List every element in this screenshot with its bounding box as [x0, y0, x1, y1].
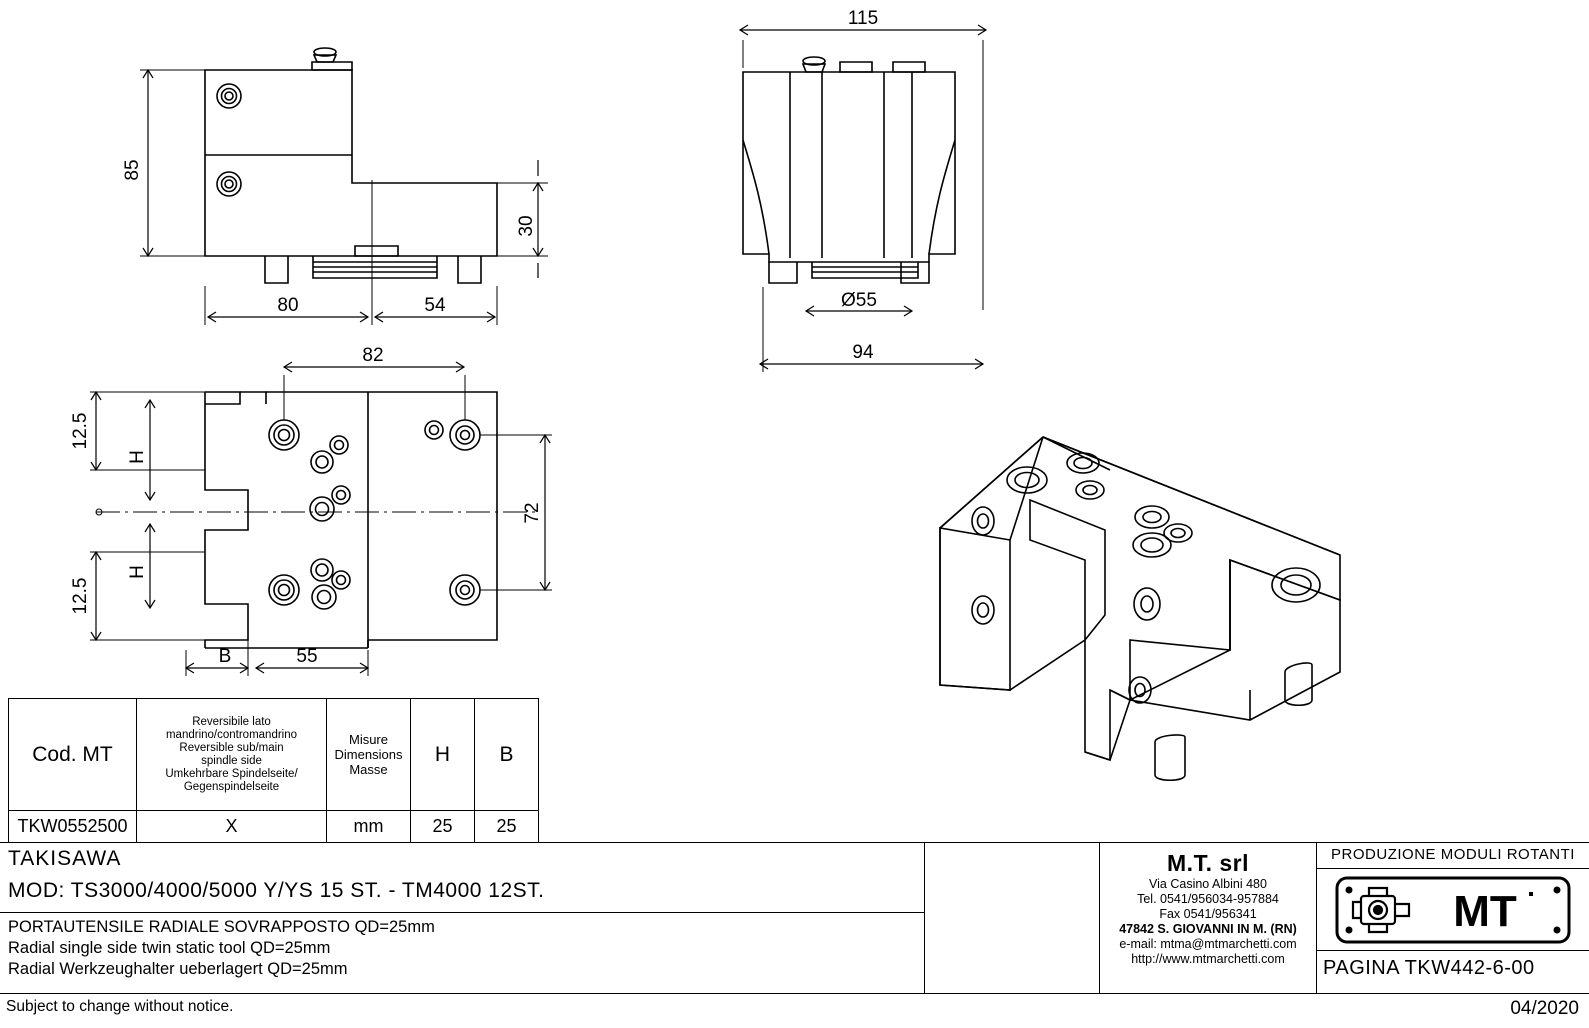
dim-80: 80 [277, 295, 299, 316]
header-measures [327, 699, 411, 811]
dim-82: 82 [362, 345, 384, 366]
dim-54: 54 [424, 295, 446, 316]
page-number: PAGINA TKW442-6-00 [1323, 957, 1535, 979]
company-address: Via Casino Albini 480 [1149, 877, 1267, 891]
header-reversible-line-2: mandrino/contromandrino [165, 728, 298, 741]
header-reversible-line-3: Reversible sub/main [179, 741, 284, 754]
header-reversible-line-4: spindle side [201, 754, 262, 767]
cell-h: 25 [411, 811, 475, 843]
cell-reversible: X [137, 811, 327, 843]
dim-h-bottom: H [127, 565, 148, 579]
header-b: B [475, 699, 539, 811]
header-reversible-line-6: Gegenspindelseite [183, 780, 280, 793]
company-fax: Fax 0541/956341 [1159, 907, 1257, 921]
company-website[interactable]: http://www.mtmarchetti.com [1131, 952, 1285, 966]
header-reversible-line-5: Umkehrbare Spindelseite/ [165, 767, 298, 780]
title-block-footer [0, 993, 1589, 1028]
dim-115: 115 [847, 8, 879, 29]
table-header-row [9, 699, 539, 811]
company-city: 47842 S. GIOVANNI IN M. (RN) [1119, 922, 1297, 936]
dim-diam-55: Ø55 [841, 290, 877, 311]
header-h: H [411, 699, 475, 811]
title-block [0, 842, 1589, 1027]
header-measures-line-2: Dimensions [334, 747, 403, 762]
cell-code: TKW0552500 [9, 811, 137, 843]
header-measures-line-1: Misure [348, 732, 388, 747]
dim-b: B [218, 646, 232, 667]
company-name: M.T. srl [1167, 850, 1249, 876]
dim-h-top: H [127, 450, 148, 464]
customer-name: TAKISAWA [8, 847, 122, 870]
revision-date: 04/2020 [1510, 998, 1579, 1019]
dim-94: 94 [852, 342, 874, 363]
cell-b: 25 [475, 811, 539, 843]
dim-85: 85 [122, 159, 143, 181]
dim-72: 72 [522, 502, 543, 524]
title-block-right [1317, 843, 1589, 993]
view-front-right [740, 25, 986, 372]
company-tel: Tel. 0541/956034-957884 [1137, 892, 1279, 906]
cell-measures: mm [327, 811, 411, 843]
dim-12-5-bottom: 12.5 [70, 577, 91, 615]
title-block-left [0, 843, 925, 993]
dim-30: 30 [516, 215, 537, 237]
description-en: Radial single side twin static tool QD=25mm [8, 939, 331, 957]
view-isometric [940, 437, 1340, 780]
disclaimer-note: Subject to change without notice. [6, 998, 234, 1015]
table-row [9, 811, 539, 843]
header-reversible-line-1: Reversibile lato [192, 715, 271, 728]
dimension-labels [70, 8, 878, 667]
company-logo [1317, 869, 1589, 951]
company-email[interactable]: e-mail: mtma@mtmarchetti.com [1119, 937, 1297, 951]
model-designation: MOD: TS3000/4000/5000 Y/YS 15 ST. - TM4000 12ST. [0, 877, 924, 913]
header-code: Cod. MT [9, 699, 137, 811]
spec-table [8, 698, 539, 843]
company-info [1100, 843, 1317, 993]
mt-logo-graphic [1333, 874, 1573, 946]
title-block-blank-cell [925, 843, 1100, 993]
mt-logo-text: MT [1453, 886, 1517, 936]
description-de: Radial Werkzeughalter ueberlagert QD=25mm [8, 960, 348, 978]
description-it: PORTAUTENSILE RADIALE SOVRAPPOSTO QD=25mm [8, 918, 435, 936]
header-reversible [137, 699, 327, 811]
view-top-left [90, 362, 552, 676]
production-label: PRODUZIONE MODULI ROTANTI [1317, 843, 1589, 869]
view-front-left [140, 48, 548, 325]
part-description [0, 913, 924, 980]
header-measures-line-3: Masse [349, 762, 388, 777]
dim-55: 55 [296, 646, 318, 667]
dim-12-5-top: 12.5 [70, 412, 91, 450]
